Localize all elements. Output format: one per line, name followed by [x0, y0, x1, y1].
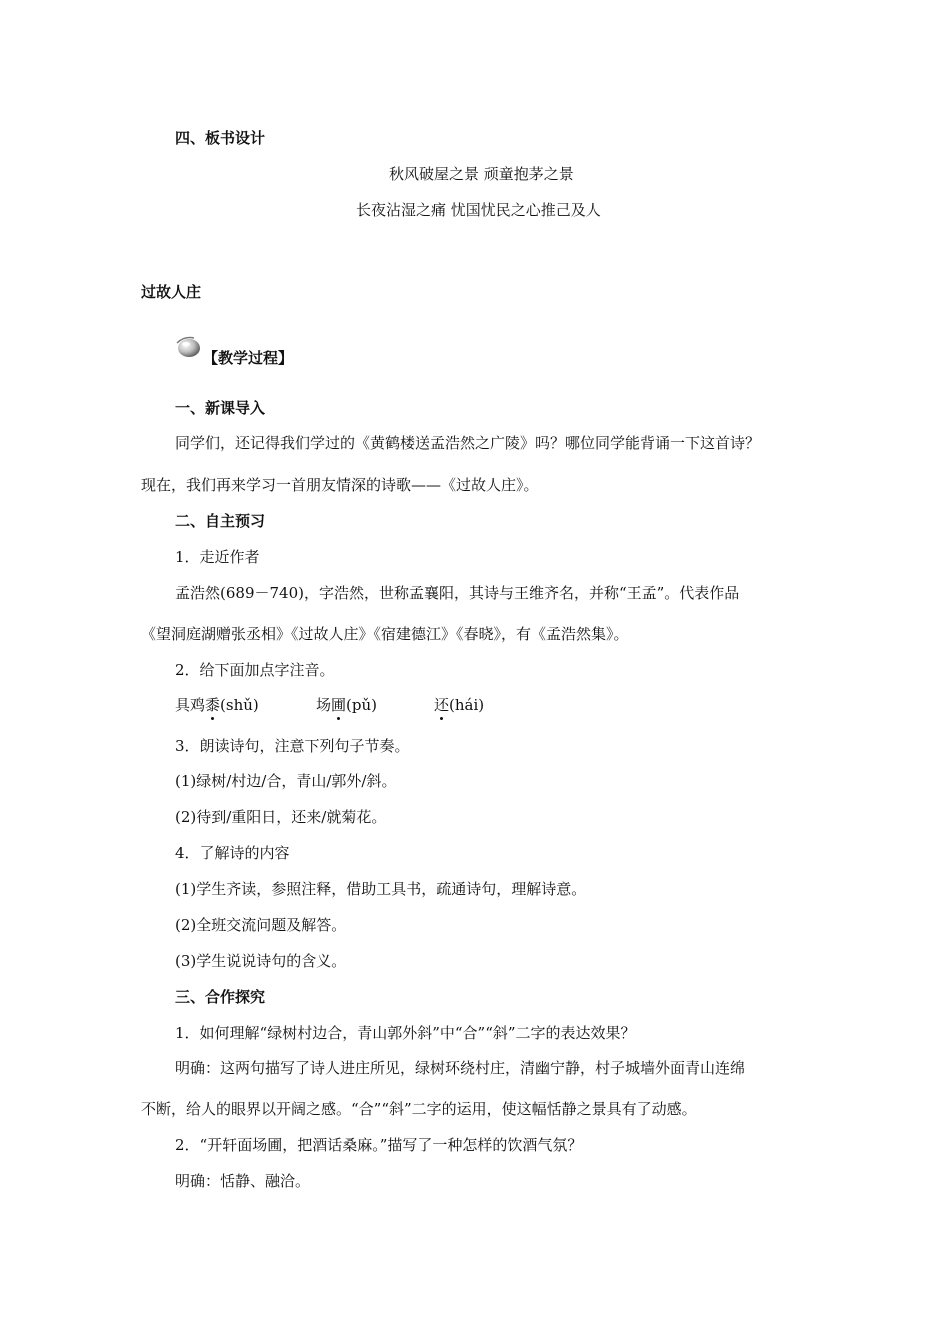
- pinyin-word-2-dotted: 圃: [331, 696, 347, 714]
- decorative-sphere-icon: [174, 334, 202, 358]
- section1-para-line2: 现在，我们再来学习一首朋友情深的诗歌——《过故人庄》。: [141, 476, 539, 494]
- lesson-title: 过故人庄: [141, 283, 202, 301]
- item4-line-c: (3)学生说说诗句的含义。: [175, 952, 347, 970]
- pinyin-word-3-dotted: 还: [434, 696, 450, 714]
- pinyin-word-2-reading: (pǔ): [346, 696, 377, 714]
- item1-line2: 《望洞庭湖赠张丞相》《过故人庄》《宿建德江》《春晓》，有《孟浩然集》。: [141, 625, 629, 643]
- item1-line1: 孟浩然(689－740)，字浩然，世称孟襄阳，其诗与王维齐名，并称“王孟”。代表作品: [175, 584, 740, 602]
- pinyin-word-1: [175, 695, 259, 715]
- pinyin-word-3-reading: (hái): [449, 696, 485, 714]
- question-1: 1．如何理解“绿树村边合，青山郭外斜”中“合”“斜”二字的表达效果？: [175, 1024, 636, 1042]
- question-2: 2．“开轩面场圃，把酒话桑麻。”描写了一种怎样的饮酒气氛？: [175, 1136, 583, 1154]
- board-line-2: 长夜沾湿之痛 忧国忧民之心推己及人: [356, 201, 601, 219]
- pinyin-word-3: [434, 695, 484, 715]
- answer-1-line1: 明确：这两句描写了诗人进庄所见，绿树环绕村庄，清幽宁静，村子城墙外面青山连绵: [175, 1059, 746, 1077]
- pinyin-word-2-prefix: 场: [316, 696, 332, 714]
- item3-line-b: (2)待到/重阳日，还来/就菊花。: [175, 808, 387, 826]
- item4-line-a: (1)学生齐读，参照注释，借助工具书，疏通诗句，理解诗意。: [175, 880, 587, 898]
- item4-line-b: (2)全班交流问题及解答。: [175, 916, 347, 934]
- item3-title: 3．朗读诗句，注意下列句子节奏。: [175, 737, 410, 755]
- item1-title: 1．走近作者: [175, 548, 260, 566]
- answer-1-line2: 不断，给人的眼界以开阔之感。“合”“斜”二字的运用，使这幅恬静之景具有了动感。: [141, 1100, 697, 1118]
- board-line-1: 秋风破屋之景 顽童抱茅之景: [389, 165, 574, 183]
- answer-2: 明确：恬静、融洽。: [175, 1172, 311, 1190]
- item3-line-a: (1)绿树/村边/合，青山/郭外/斜。: [175, 772, 397, 790]
- section1-heading: 一、新课导入: [175, 399, 266, 417]
- pinyin-word-1-reading: (shǔ): [220, 696, 259, 714]
- pinyin-word-1-prefix: 具鸡: [175, 696, 206, 714]
- section1-para-line1: 同学们，还记得我们学过的《黄鹤楼送孟浩然之广陵》吗？哪位同学能背诵一下这首诗？: [175, 434, 761, 452]
- board-design-heading: 四、板书设计: [175, 129, 266, 147]
- process-heading: 【教学过程】: [203, 349, 294, 367]
- pinyin-word-1-dotted: 黍: [205, 696, 221, 714]
- pinyin-word-2: [316, 695, 377, 715]
- section2-heading: 二、自主预习: [175, 512, 266, 530]
- item4-title: 4．了解诗的内容: [175, 844, 290, 862]
- item2-title: 2．给下面加点字注音。: [175, 661, 335, 679]
- section3-heading: 三、合作探究: [175, 988, 266, 1006]
